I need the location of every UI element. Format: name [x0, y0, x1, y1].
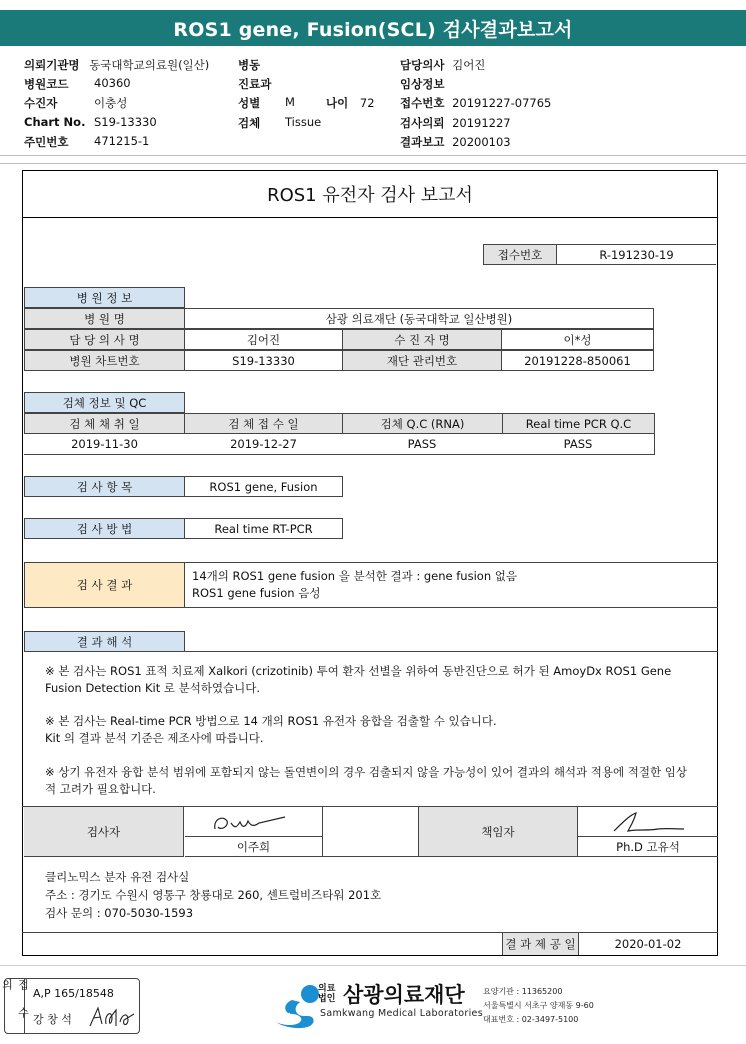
field-value: 김어진: [452, 58, 486, 72]
header-field-resident: [24, 134, 68, 150]
logo-english: Samkwang Medical Laboratories: [320, 1008, 483, 1019]
doctor-label: 담 당 의 사 명: [24, 329, 185, 350]
header-field-sex: [238, 95, 260, 111]
specimen-header-cell: 검체 Q.C (RNA): [342, 413, 503, 434]
tester-label: 검사자: [24, 807, 184, 857]
field-label: 나이: [326, 96, 349, 110]
field-label: 주민번호: [24, 135, 69, 149]
specimen-header-cell: 검 체 접 수 일: [184, 413, 343, 434]
divider: [0, 155, 746, 156]
tester-name: 이주희: [185, 837, 322, 857]
interpretation-text: ※ 상기 유전자 융합 분석 범위에 포함되지 않는 돌연변이의 경우 검출되지 않을 가능성이 있어 결과의 해석과 적용에 적절한 임상: [45, 765, 687, 779]
specimen-value-cell: 2019-12-27: [185, 434, 342, 455]
header-field-specimen-value: Tissue: [285, 115, 322, 129]
header-field-chart-value: S19-13330: [94, 115, 157, 129]
notice-date-value: 2020-01-02: [578, 933, 717, 955]
receipt-number-label: 접수번호: [483, 244, 557, 265]
divider: [185, 651, 718, 652]
logo-name: 삼광의료재단: [343, 983, 465, 1007]
header-field-resident-value: 471215-1: [94, 134, 150, 148]
patient-name-value: 이*성: [502, 329, 654, 350]
test-result-label: 검 사 결 과: [24, 562, 185, 608]
chart-number-value: S19-13330: [185, 350, 342, 371]
header-field-patient-value: 이충성: [94, 96, 128, 110]
specimen-qc-header: 검체 정보 및 QC: [24, 392, 185, 413]
field-label: 접수번호: [400, 96, 445, 110]
report-title: ROS1 유전자 검사 보고서: [22, 170, 718, 218]
specimen-header-cell: Real time PCR Q.C: [502, 413, 655, 434]
header-field-chart: [24, 115, 85, 129]
interpretation-text: 적 고려가 필요합니다.: [45, 782, 156, 796]
specimen-value-cell: PASS: [342, 434, 502, 455]
header-field-hospital-code-value: 40360: [94, 76, 131, 90]
interpretation-text: Fusion Detection Kit 로 분석하였습니다.: [45, 681, 261, 695]
foundation-number-label: 재단 관리번호: [342, 350, 502, 371]
test-method-value: Real time RT-PCR: [185, 518, 343, 539]
field-value: 20191227-07765: [452, 96, 552, 110]
field-label: Chart No.: [24, 115, 86, 129]
test-method-label: 검 사 방 법: [24, 518, 185, 539]
header-field-specimen: [238, 115, 260, 131]
field-label: 결과보고: [400, 135, 445, 149]
notice-date-label: 결 과 제 공 일: [502, 933, 578, 955]
field-value: 동국대학교의료원(일산): [89, 58, 210, 72]
info-line: 요양기관 : 11365200: [483, 987, 563, 996]
info-line: 대표번호 : 02-3497-5100: [483, 1015, 579, 1024]
interpretation-text: ※ 본 검사는 Real-time PCR 방법으로 14 개의 ROS1 유전자 융합을 검출할 수 있습니다.: [45, 714, 497, 728]
stamp-line: 강 창 석: [33, 1013, 72, 1026]
field-value: 20191227: [452, 116, 511, 130]
doctor-value: 김어진: [185, 329, 342, 350]
field-label: 담당의사: [400, 58, 445, 72]
chart-number-label: 병원 차트번호: [24, 350, 185, 371]
test-result-line: ROS1 gene fusion 음성: [192, 586, 321, 600]
stamp-side-label: 접 수 의: [0, 979, 30, 1020]
receipt-number-value: R-191230-19: [557, 244, 716, 265]
field-label: 임상정보: [400, 77, 445, 91]
header-field-clinical-info: [400, 76, 444, 92]
signature-image: [88, 1004, 136, 1030]
field-value: 20200103: [452, 135, 511, 149]
header-field-receipt-no: [400, 95, 551, 111]
specimen-value-cell: PASS: [502, 434, 655, 455]
field-label: 수진자: [24, 96, 58, 110]
test-item-value: ROS1 gene, Fusion: [185, 476, 343, 497]
foundation-number-value: 20191228-850061: [502, 350, 654, 371]
info-line: 서울특별시 서초구 양재동 9-60: [483, 1001, 594, 1010]
stamp-signature: [88, 1004, 136, 1034]
lab-phone: 검사 문의 : 070-5030-1593: [45, 906, 194, 920]
stamp-side: [0, 979, 30, 1033]
field-label: 성별: [238, 96, 261, 110]
header-field-institution: [24, 57, 209, 73]
interpretation-text: Kit 의 결과 분석 기준은 제조사에 따릅니다.: [45, 731, 264, 745]
field-label: 진료과: [238, 77, 272, 91]
field-label: 병원코드: [24, 77, 69, 91]
header-field-department: [238, 76, 271, 92]
header-field-request-date: [400, 115, 511, 131]
field-label: 병동: [238, 58, 261, 72]
interpretation-text: ※ 본 검사는 ROS1 표적 치료제 Xalkori (crizotinib) 투여 환자 선별을 위하여 동반진단으로 허가 된 AmoyDx ROS1 Gene: [45, 664, 672, 678]
lab-address: 주소 : 경기도 수원시 영통구 창룡대로 260, 센트럴비즈타워 201호: [45, 888, 382, 902]
logo-prefix-line: 법인: [318, 994, 336, 1004]
interpretation-header: 결 과 해 석: [24, 631, 185, 652]
field-label: 검체: [238, 116, 261, 130]
specimen-header-cell: 검 체 채 취 일: [24, 413, 185, 434]
hospital-name-value: 삼광 의료재단 (동국대학교 일산병원): [185, 308, 654, 329]
field-label: 의뢰기관명: [24, 58, 80, 72]
responsible-signature: [578, 807, 718, 837]
logo-abbr: SML: [274, 1012, 293, 1021]
logo-prefix-line: 의료: [318, 984, 336, 994]
header-field-ward: [238, 57, 260, 73]
hospital-info-header: 병 원 정 보: [24, 287, 185, 308]
lab-name: 클리노믹스 분자 유전 검사실: [45, 870, 190, 884]
patient-name-label: 수 진 자 명: [342, 329, 502, 350]
divider: [0, 965, 746, 966]
signature-image: [185, 807, 322, 837]
field-value: 72: [359, 96, 375, 110]
test-result-line: 14개의 ROS1 gene fusion 을 분석한 결과 : gene fusion 없음: [192, 569, 517, 583]
stamp-line: A,P 165/18548: [33, 987, 114, 1000]
specimen-value-cell: 2019-11-30: [24, 434, 185, 455]
logo-prefix: [318, 984, 335, 1004]
header-field-report-date: [400, 134, 511, 150]
header-field-hospital-code: [24, 76, 68, 92]
tester-signature: [185, 807, 322, 837]
divider: [0, 163, 746, 164]
report-header-title: ROS1 gene, Fusion(SCL) 검사결과보고서: [0, 10, 746, 46]
responsible-name: Ph.D 고유석: [578, 837, 718, 857]
header-field-age: [326, 95, 375, 111]
empty-cell: [322, 807, 419, 857]
foundation-info: [483, 985, 594, 1027]
field-label: 검사의뢰: [400, 116, 445, 130]
hospital-name-label: 병 원 명: [24, 308, 185, 329]
test-item-label: 검 사 항 목: [24, 476, 185, 497]
header-field-doctor: [400, 57, 485, 73]
header-field-patient: [24, 95, 57, 111]
header-field-sex-value: M: [285, 95, 295, 109]
responsible-label: 책임자: [419, 807, 578, 857]
signature-image: [578, 807, 718, 837]
